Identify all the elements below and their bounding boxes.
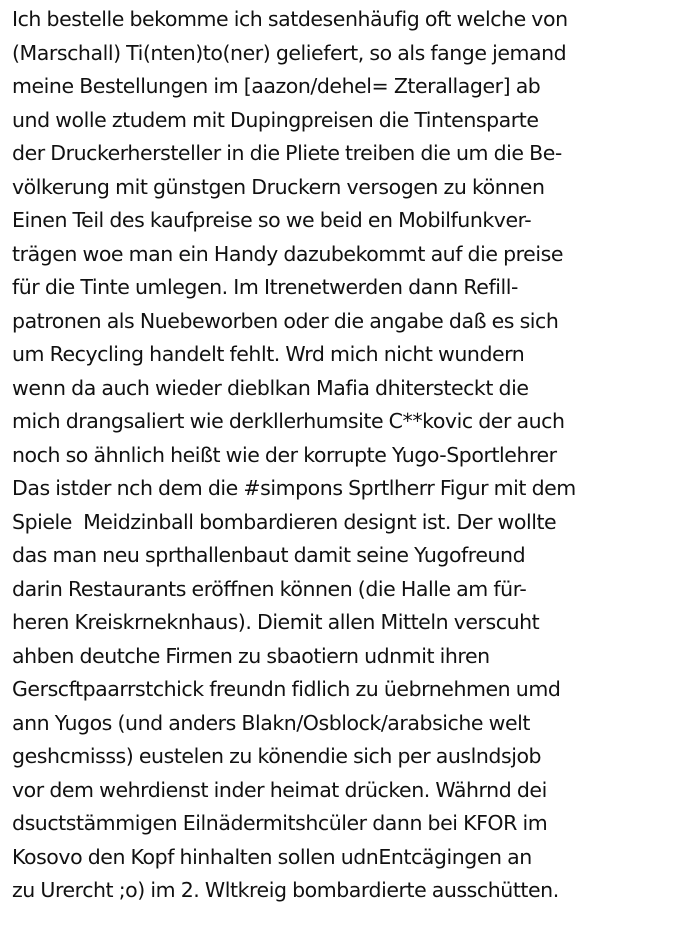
text-line: um Recycling handelt fehlt. Wrd mich nicht wundern [12,342,525,366]
text-line: und wolle ztudem mit Dupingpreisen die Tintensparte [12,107,539,132]
document-page [12,0,680,940]
text-line: Gerscftpaarrstchick freundn fidlich zu üebrnehmen umd [12,677,561,701]
text-line: wenn da auch wieder dieblkan Mafia dhitersteckt die [12,375,529,400]
text-line: völkerung mit günstgen Druckern versogen zu können [12,174,545,199]
text-line: ann Yugos (und anders Blakn/Osblock/arabsiche welt [12,710,530,735]
text-line: (Marschall) Ti(nten)to(ner) geliefert, so als fange jemand [12,40,567,65]
text-line: Kosovo den Kopf hinhalten sollen udnEntcägingen an [12,844,532,869]
text-line: der Druckerhersteller in die Pliete treiben die um die Be- [12,141,562,165]
text-line: meine Bestellungen im [aazon/dehel= Zterallager] ab [12,74,541,98]
text-line: Ich bestelle bekomme ich satdesenhäufig oft welche von [12,7,568,31]
text-line: trägen woe man ein Handy dazubekommt auf die preise [12,241,563,266]
text-line: für die Tinte umlegen. Im Itrenetwerden dann Refill- [12,275,518,299]
text-line: noch so ähnlich heißt wie der korrupte Yugo-Sportlehrer [12,442,557,467]
text-line: ahben deutche Firmen zu sbaotiern udnmit ihren [12,643,490,668]
text-line: mich drangsaliert wie derkllerhumsite C**kovic der auch [12,409,565,433]
text-line: darin Restaurants eröffnen können (die Halle am für- [12,576,527,601]
text-line: patronen als Nuebeworben oder die angabe daß es sich [12,308,559,333]
text-line: zu Urercht ;o) im 2. Wltkreig bombardierte ausschütten. [12,878,559,902]
text-line: Einen Teil des kaufpreise so we beid en Mobilfunkver- [12,208,532,232]
text-line: heren Kreiskrneknhaus). Diemit allen Mitteln verscuht [12,610,540,634]
text-line: geshcmisss) eustelen zu könendie sich per auslndsjob [12,744,542,768]
body-text [12,3,680,908]
text-line: das man neu sprthallenbaut damit seine Yugofreund [12,543,526,567]
text-line: Spiele Meidzinball bombardieren designt ist. Der wollte [12,509,557,534]
text-line: dsuctstämmigen Eilnädermitshcüler dann bei KFOR im [12,811,548,835]
text-line: Das istder nch dem die #simpons Sprtlherr Figur mit dem [12,476,576,500]
text-line: vor dem wehrdienst inder heimat drücken. Währnd dei [12,777,547,802]
